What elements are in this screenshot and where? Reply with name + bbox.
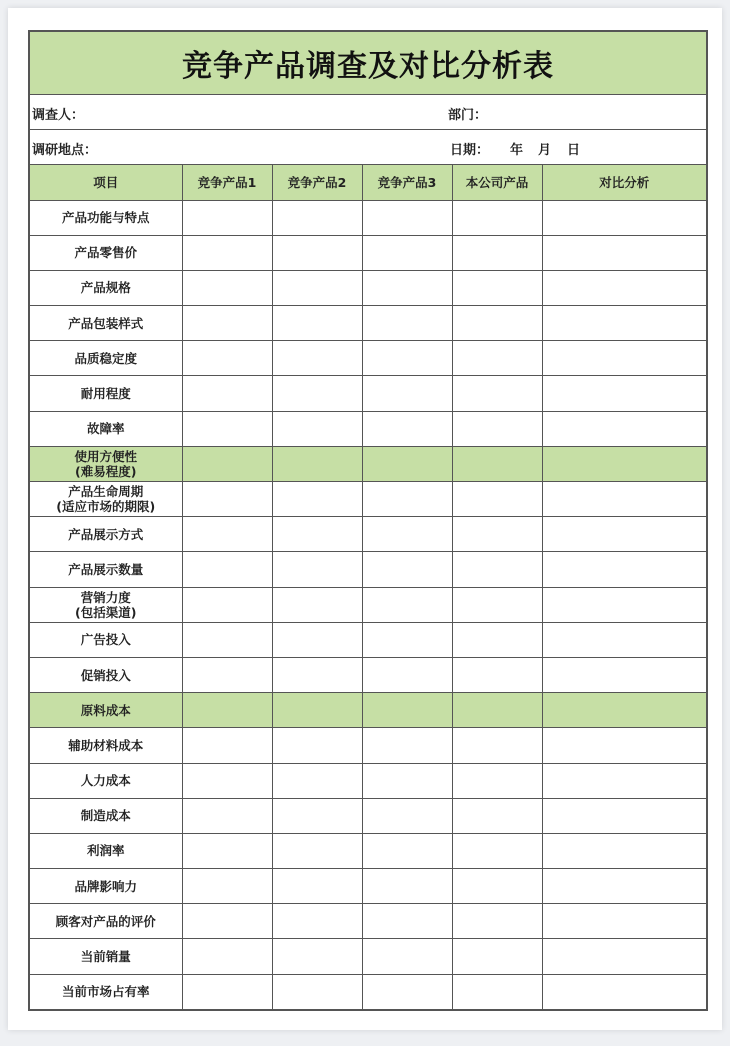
- empty-cell[interactable]: [452, 200, 542, 235]
- empty-cell[interactable]: [272, 693, 362, 728]
- empty-cell[interactable]: [452, 939, 542, 974]
- empty-cell[interactable]: [452, 376, 542, 411]
- empty-cell[interactable]: [272, 552, 362, 587]
- column-header: 本公司产品: [452, 165, 542, 200]
- empty-cell[interactable]: [362, 200, 452, 235]
- empty-cell[interactable]: [272, 200, 362, 235]
- table-row: [30, 763, 706, 798]
- info-row-investigator: [30, 95, 706, 130]
- row-label: 使用方便性 (难易程度): [30, 446, 182, 481]
- empty-cell[interactable]: [452, 904, 542, 939]
- row-label: 当前销量: [30, 939, 182, 974]
- empty-cell[interactable]: [542, 939, 706, 974]
- empty-cell[interactable]: [272, 939, 362, 974]
- row-label: 产品规格: [30, 270, 182, 305]
- row-label: 顾客对产品的评价: [30, 904, 182, 939]
- table-row: [30, 904, 706, 939]
- empty-cell[interactable]: [182, 869, 272, 904]
- empty-cell[interactable]: [182, 939, 272, 974]
- empty-cell[interactable]: [452, 341, 542, 376]
- empty-cell[interactable]: [362, 657, 452, 692]
- empty-cell[interactable]: [182, 657, 272, 692]
- row-label: 耐用程度: [30, 376, 182, 411]
- empty-cell[interactable]: [272, 341, 362, 376]
- empty-cell[interactable]: [182, 587, 272, 622]
- empty-cell[interactable]: [452, 482, 542, 517]
- empty-cell[interactable]: [362, 587, 452, 622]
- empty-cell[interactable]: [182, 552, 272, 587]
- table-body: [30, 200, 706, 1009]
- empty-cell[interactable]: [542, 446, 706, 481]
- empty-cell[interactable]: [272, 517, 362, 552]
- empty-cell[interactable]: [362, 939, 452, 974]
- empty-cell[interactable]: [362, 763, 452, 798]
- empty-cell[interactable]: [542, 587, 706, 622]
- column-header: 竞争产品3: [362, 165, 452, 200]
- empty-cell[interactable]: [452, 693, 542, 728]
- table-row: [30, 974, 706, 1009]
- empty-cell[interactable]: [452, 833, 542, 868]
- table-row: [30, 411, 706, 446]
- empty-cell[interactable]: [182, 411, 272, 446]
- empty-cell[interactable]: [182, 446, 272, 481]
- empty-cell[interactable]: [182, 482, 272, 517]
- day-label: 日: [567, 143, 581, 158]
- empty-cell[interactable]: [182, 728, 272, 763]
- row-label: 产品功能与特点: [30, 200, 182, 235]
- empty-cell[interactable]: [272, 974, 362, 1009]
- empty-cell[interactable]: [182, 693, 272, 728]
- empty-cell[interactable]: [362, 341, 452, 376]
- empty-cell[interactable]: [542, 270, 706, 305]
- survey-form: [28, 30, 708, 1011]
- empty-cell[interactable]: [362, 974, 452, 1009]
- table-row: [30, 270, 706, 305]
- empty-cell[interactable]: [542, 517, 706, 552]
- empty-cell[interactable]: [272, 235, 362, 270]
- empty-cell[interactable]: [362, 904, 452, 939]
- empty-cell[interactable]: [452, 728, 542, 763]
- empty-cell[interactable]: [182, 235, 272, 270]
- column-header: 对比分析: [542, 165, 706, 200]
- empty-cell[interactable]: [362, 411, 452, 446]
- column-header: 竞争产品1: [182, 165, 272, 200]
- empty-cell[interactable]: [452, 869, 542, 904]
- empty-cell[interactable]: [452, 306, 542, 341]
- table-row: [30, 341, 706, 376]
- empty-cell[interactable]: [182, 306, 272, 341]
- empty-cell[interactable]: [452, 270, 542, 305]
- location-label: 调研地点：: [32, 143, 98, 158]
- empty-cell[interactable]: [362, 270, 452, 305]
- empty-cell[interactable]: [362, 693, 452, 728]
- empty-cell[interactable]: [542, 482, 706, 517]
- empty-cell[interactable]: [542, 200, 706, 235]
- empty-cell[interactable]: [452, 552, 542, 587]
- year-label: 年: [510, 143, 524, 158]
- row-label: 产品零售价: [30, 235, 182, 270]
- comparison-table: [30, 165, 706, 1009]
- row-label: 原料成本: [30, 693, 182, 728]
- row-label: 品质稳定度: [30, 341, 182, 376]
- empty-cell[interactable]: [542, 869, 706, 904]
- empty-cell[interactable]: [452, 622, 542, 657]
- table-row: [30, 306, 706, 341]
- table-row: [30, 657, 706, 692]
- empty-cell[interactable]: [362, 306, 452, 341]
- empty-cell[interactable]: [182, 622, 272, 657]
- empty-cell[interactable]: [272, 657, 362, 692]
- table-row: [30, 517, 706, 552]
- empty-cell[interactable]: [452, 974, 542, 1009]
- empty-cell[interactable]: [272, 833, 362, 868]
- table-row: [30, 693, 706, 728]
- empty-cell[interactable]: [362, 798, 452, 833]
- empty-cell[interactable]: [272, 798, 362, 833]
- empty-cell[interactable]: [182, 517, 272, 552]
- empty-cell[interactable]: [452, 657, 542, 692]
- row-label: 产品包装样式: [30, 306, 182, 341]
- row-label: 广告投入: [30, 622, 182, 657]
- empty-cell[interactable]: [452, 798, 542, 833]
- empty-cell[interactable]: [272, 763, 362, 798]
- empty-cell[interactable]: [182, 200, 272, 235]
- empty-cell[interactable]: [362, 728, 452, 763]
- row-label: 利润率: [30, 833, 182, 868]
- empty-cell[interactable]: [272, 446, 362, 481]
- row-label: 产品展示方式: [30, 517, 182, 552]
- row-label: 促销投入: [30, 657, 182, 692]
- empty-cell[interactable]: [542, 622, 706, 657]
- column-header: 项目: [30, 165, 182, 200]
- table-row: [30, 446, 706, 481]
- empty-cell[interactable]: [362, 517, 452, 552]
- table-row: [30, 869, 706, 904]
- empty-cell[interactable]: [452, 517, 542, 552]
- empty-cell[interactable]: [452, 235, 542, 270]
- table-row: [30, 552, 706, 587]
- empty-cell[interactable]: [542, 833, 706, 868]
- empty-cell[interactable]: [542, 306, 706, 341]
- row-label: 当前市场占有率: [30, 974, 182, 1009]
- empty-cell[interactable]: [542, 728, 706, 763]
- empty-cell[interactable]: [182, 798, 272, 833]
- empty-cell[interactable]: [542, 235, 706, 270]
- empty-cell[interactable]: [182, 341, 272, 376]
- empty-cell[interactable]: [452, 446, 542, 481]
- empty-cell[interactable]: [452, 587, 542, 622]
- row-label: 营销力度 (包括渠道): [30, 587, 182, 622]
- empty-cell[interactable]: [542, 763, 706, 798]
- empty-cell[interactable]: [362, 869, 452, 904]
- empty-cell[interactable]: [362, 552, 452, 587]
- investigator-label: 调查人：: [32, 108, 85, 123]
- empty-cell[interactable]: [542, 341, 706, 376]
- table-row: [30, 376, 706, 411]
- row-label: 辅助材料成本: [30, 728, 182, 763]
- empty-cell[interactable]: [542, 552, 706, 587]
- table-row: [30, 622, 706, 657]
- empty-cell[interactable]: [272, 376, 362, 411]
- empty-cell[interactable]: [272, 869, 362, 904]
- empty-cell[interactable]: [362, 235, 452, 270]
- empty-cell[interactable]: [542, 974, 706, 1009]
- empty-cell[interactable]: [272, 587, 362, 622]
- row-label: 制造成本: [30, 798, 182, 833]
- month-label: 月: [538, 143, 552, 158]
- empty-cell[interactable]: [182, 763, 272, 798]
- table-row: [30, 833, 706, 868]
- empty-cell[interactable]: [182, 904, 272, 939]
- row-label: 故障率: [30, 411, 182, 446]
- empty-cell[interactable]: [272, 622, 362, 657]
- empty-cell[interactable]: [362, 376, 452, 411]
- empty-cell[interactable]: [362, 482, 452, 517]
- row-label: 人力成本: [30, 763, 182, 798]
- row-label: 产品生命周期 (适应市场的期限): [30, 482, 182, 517]
- empty-cell[interactable]: [452, 411, 542, 446]
- empty-cell[interactable]: [272, 904, 362, 939]
- empty-cell[interactable]: [182, 974, 272, 1009]
- department-label: 部门：: [448, 108, 488, 123]
- document-page: [8, 8, 722, 1030]
- info-row-location: [30, 130, 706, 165]
- form-title: 竞争产品调查及对比分析表: [30, 32, 706, 95]
- empty-cell[interactable]: [182, 833, 272, 868]
- empty-cell[interactable]: [452, 763, 542, 798]
- table-row: [30, 482, 706, 517]
- empty-cell[interactable]: [272, 270, 362, 305]
- empty-cell[interactable]: [542, 657, 706, 692]
- empty-cell[interactable]: [362, 446, 452, 481]
- date-label: 日期：: [450, 143, 490, 158]
- row-label: 品牌影响力: [30, 869, 182, 904]
- empty-cell[interactable]: [182, 270, 272, 305]
- empty-cell[interactable]: [272, 728, 362, 763]
- empty-cell[interactable]: [272, 306, 362, 341]
- empty-cell[interactable]: [362, 622, 452, 657]
- empty-cell[interactable]: [272, 482, 362, 517]
- empty-cell[interactable]: [362, 833, 452, 868]
- empty-cell[interactable]: [542, 798, 706, 833]
- empty-cell[interactable]: [182, 376, 272, 411]
- empty-cell[interactable]: [542, 376, 706, 411]
- table-header-row: [30, 165, 706, 200]
- empty-cell[interactable]: [272, 411, 362, 446]
- table-row: [30, 798, 706, 833]
- table-row: [30, 587, 706, 622]
- column-header: 竞争产品2: [272, 165, 362, 200]
- row-label: 产品展示数量: [30, 552, 182, 587]
- table-row: [30, 939, 706, 974]
- empty-cell[interactable]: [542, 904, 706, 939]
- empty-cell[interactable]: [542, 411, 706, 446]
- table-row: [30, 235, 706, 270]
- table-row: [30, 200, 706, 235]
- empty-cell[interactable]: [542, 693, 706, 728]
- table-row: [30, 728, 706, 763]
